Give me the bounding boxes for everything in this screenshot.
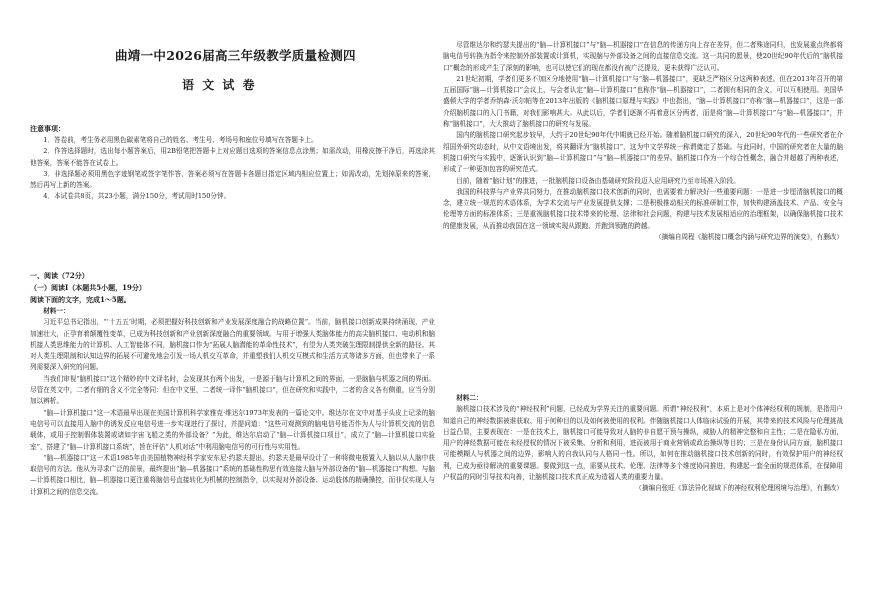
part-heading: 一、阅读（72分） — [30, 271, 89, 280]
material1-paragraph: 习近平总书记指出，“‘十五五’时期，必须把握好科技创新和产业发展深度融合的战略位置”。当前，脑机接口创新成果持续涌现，产业加速壮大，正孕育着颠覆性变革，已成为科技创新和产业创新深度融合的重要领域。与用于增强人类脑体能力的高尖脑机接口、电动机和脑机接人类思维能力的计算机、人工智能体不同，脑机接口作为“拓展人脑潜能的革命性技术”，有望为人类突破生理限制提供全新的路径。其对人类生理限制和认知边界的拓展不可避免地会引发一场人机交互革命，并重塑我们人机交互模式和生活方式等诸多方面，但也带来了一系列需要深入研究的问题。 — [30, 318, 435, 372]
note-item: 2．作答选择题时，选出每小题答案后，用2B铅笔把答题卡上对应题目选项的答案信息点涂黑；如需改动，用橡皮擦干净后，再选涂其他答案，答案不能答在试卷上。 — [30, 147, 435, 167]
sub-heading: （一）阅读Ⅰ（本题共5小题，19分） — [30, 283, 146, 292]
material2-source: （摘编自张旺《算法异化视域下的神经权利伦理困境与治理》，有删改） — [635, 484, 843, 493]
material2-paragraph: 脑机接口技术涉及的“神经权利”问题，已经成为学界关注的重要问题。所谓“神经权利”，本质上是对个体神经权利的规制，是指用户知道自己的神经数据被谁获取、用于何种目的以及如何被使用的权利。伴随脑机接口人体临床试验的开展，其带来的技术风险与伦理挑战日益凸显，主要表现在：一是在技术上，脑机接口可能导致对人脑的非自愿干预与操纵，威胁人的精神完整和自主性；二是在隐私方面，用户的神经数据可能在未经授权的情况下被采集、分析和利用，进而被用于商业营销或政治操纵等目的；三是在身份认同方面，脑机接口可能模糊人与机器之间的边界，影响人的自我认同与人格同一性。所以，如何在推动脑机接口技术创新的同时，有效保护用户的神经权利，已成为亟待解决的重要课题。要做到这一点，需要从技术、伦理、法律等多个维度协同推进，构建起一套全面的规范体系，在保障用户权益的同时引导技术向善，让脑机接口技术真正成为造福人类的重要力量。 — [443, 405, 843, 482]
material2-block — [443, 393, 843, 495]
material1-paragraph: 目前，随着“脑计划”的推进，一批脑机接口设备由基础研究阶段迈入应用研究乃至市场准入阶段。 — [456, 176, 740, 185]
notes-heading: 注意事项： — [30, 124, 65, 133]
material2-label: 材料二： — [456, 394, 483, 402]
exam-title: 曲靖一中2026届高三年级教学质量检测四 — [115, 48, 356, 63]
material1-paragraph: 尽管维达尔和约瑟夫提出的“脑—计算机接口”与“脑—机器接口”在信息的传递方向上存在差异，但二者殊途同归，也发展重点终都将脑电信号转换为指令来控制外部装置或计算机，实现脑与外部设备之间的直接信息交流。这一共同的愿景，使20世纪90年代后的“脑机接口”概念的形成产生了深刻的影响，也可以使它们的现在都没有被广泛提及，更未获得广泛认可。 — [443, 41, 843, 72]
exam-subtitle: 语 文 试 卷 — [182, 78, 257, 92]
instruction: 阅读下面的文字，完成1～5题。 — [30, 295, 131, 304]
material1-paragraph: “脑—计算机接口”这一术语最早出现在美国计算机科学家雅克·维达尔1973年发表的一篇论文中。维达尔在文中对基于头皮上记录的脑电信号可以直接用人脑中的诱发反应电信号进一步实现进行了探讨，并提问道：“这些可观测到的脑电信号能否作为人与计算机交流的信息载体，或用于控制假体装置或诸如宇宙飞船之类的外部设备？”为此，维达尔启动了“脑—计算机接口项目”，成立了“脑—计算机接口实验室”，搭建了“脑—计算机接口系统”，旨在评估“人机对话”中利用脑电信号的可行性与实用性。 — [30, 408, 435, 451]
material1-paragraph: “脑—机器接口”这一术语1985年由美国植物神经科学家安东尼·约瑟夫提出，约瑟夫是最早设计了一种将微电极置入人脑以从人脑中获取信号的方法。他从为寻求广泛的前景，最终提出“脑—机器接口”系统的基础性构思有效连接大脑与外部设备的“脑—机器接口”构想。与脑—计算机接口相比，脑—机器接口更注重将脑信号直接转化为机械的控制指令，以实现对外部设备、运动肢体的精确操控，而非仅实现人与计算机之间的信息交流。 — [30, 453, 435, 496]
material1-source: （摘编自周程《脑机接口概念内涵与研究边界的演变》，有删改） — [655, 233, 843, 242]
material1-continued — [443, 40, 843, 243]
material1-paragraph: 21世纪初期，学者们更多不加区分地使用“脑—计算机接口”与“脑—机器接口”，更缺乏严格区分这两种表述。但在2013年召开的第五届国际“脑—计算机接口”会议上，与会者认定“脑—计算机接口”也称作“脑—机器接口”，二者拥有相同的含义，可以互相使用。美国华盛顿大学的学者乔纳森·沃尔帕等在2013年出版的《脑机接口原理与实践》中也指出，“脑—计算机接口”亦称“脑—机器接口”，这是一部介绍脑机接口的入门书籍，对我们影响甚大。从此以后，学者们逐渐不再着意区分两者，而是将“脑—计算机接口”与“脑—机器接口”，并称“脑机接口”，大大推动了脑机接口的研究与发展。 — [443, 74, 843, 129]
material1-paragraph: 当我们审视“脑机接口”这个精妙的中文译名时，会发现其有两个出发，一是源于脑与计算机之间的界面，一是脑脑与机器之间的界面。尽管在英文中，二者有细的含义不完全等同：但在中文里，二者统一译作“脑机接口”，但在研究和实践中，二者的含义各有侧重，应当分别加以辨析。 — [30, 374, 435, 406]
note-item: 3．非选择题必须用黑色字迹钢笔或签字笔作答，答案必须写在答题卡各题目指定区域内相应位置上；如需改动，先划掉原来的答案，然后再写上新的答案。 — [30, 169, 435, 190]
notes-block — [30, 123, 435, 203]
material1-label: 材料一： — [43, 307, 70, 315]
note-item: 4．本试卷共8页，共23小题，满分150分，考试用时150分钟。 — [43, 192, 231, 201]
note-item: 1．答卷前，考生务必用黑色碳素笔将自己的姓名、考生号、考场号和座位号填写在答题卡上。 — [43, 136, 318, 144]
material1-paragraph: 国内的脑机接口研究起步较早，大约于20世纪90年代中期就已经开始。随着脑机接口研究的深入，20世纪90年代的一些研究者在介绍国外研究动态时，从中文语境出发，将其翻译为“脑机接口”，这为中文学界统一称谓奠定了基础。与此同时，中国的研究者在大量的脑机接口研究与实践中，逐渐认识到“脑—计算机接口”与“脑—机器接口”的差异。脑机接口作为一个综合性概念，融合并超越了两种表述，形成了一种更加包容的研究范式。 — [443, 131, 843, 174]
reading-section — [30, 270, 435, 498]
material1-paragraph: 我国的科技界与产业界共同努力，在推动脑机接口技术创新的同时，也需要着力解决好一些重要问题：一是进一步厘清脑机接口的概念，建立统一规范的术语体系，为学术交流与产业发展提供支撑；二是积极推动相关的标准研制工作，加快构建涵盖技术、产品、安全与伦理等方面的标准体系；三是重视脑机接口技术带来的伦理、法律和社会问题，构建与技术发展相适应的治理框架，以确保脑机接口技术的健康发展，从而推动我国在这一领域实现从跟跑、并跑到领跑的跨越。 — [443, 187, 843, 230]
